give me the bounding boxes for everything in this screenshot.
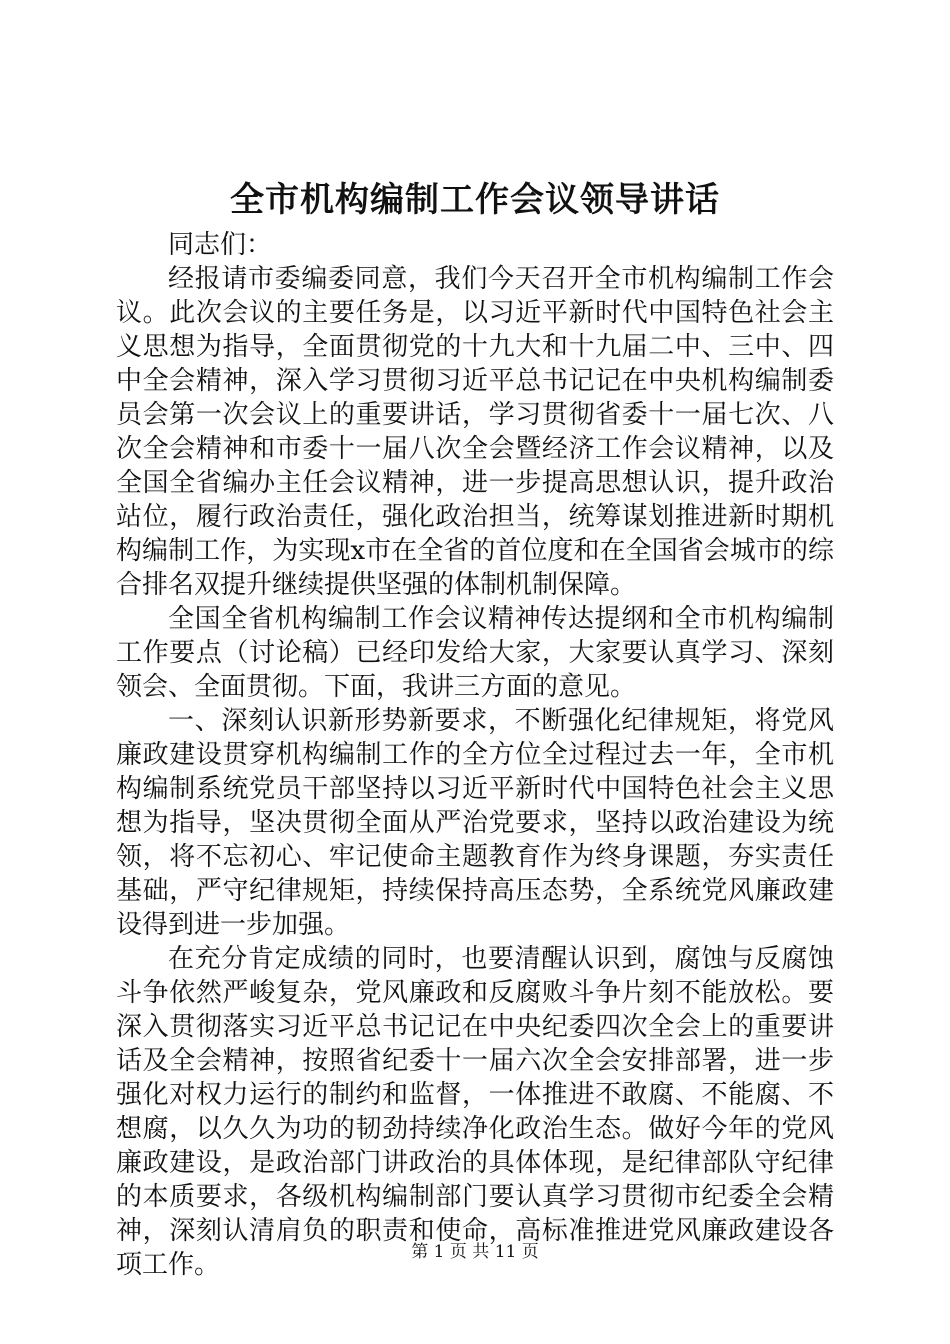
document-body xyxy=(116,228,834,1282)
body-paragraph: 经报请市委编委同意，我们今天召开全市机构编制工作会议。此次会议的主要任务是，以习近平新时代中国特色社会主义思想为指导，全面贯彻党的十九大和十九届二中、三中、四中全会精神，深入学习贯彻习近平总书记记在中央机构编制委员会第一次会议上的重要讲话，学习贯彻省委十一届七次、八次全会精神和市委十一届八次全会暨经济工作会议精神，以及全国全省编办主任会议精神，进一步提高思想认识，提升政治站位，履行政治责任，强化政治担当，统筹谋划推进新时期机构编制工作，为实现x市在全省的首位度和在全国省会城市的综合排名双提升继续提供坚强的体制机制保障。 xyxy=(116,264,834,600)
document-title: 全市机构编制工作会议领导讲话 xyxy=(230,180,720,220)
page-number-footer: 第 1 页 共 11 页 xyxy=(411,1242,539,1262)
salutation-paragraph: 同志们： xyxy=(168,230,273,260)
body-paragraph: 全国全省机构编制工作会议精神传达提纲和全市机构编制工作要点（讨论稿）已经印发给大家，大家要认真学习、深刻领会、全面贯彻。下面，我讲三方面的意见。 xyxy=(116,604,834,702)
body-paragraph: 在充分肯定成绩的同时，也要清醒认识到，腐蚀与反腐蚀斗争依然严峻复杂，党风廉政和反腐败斗争片刻不能放松。要深入贯彻落实习近平总书记记在中央纪委四次全会上的重要讲话及全会精神，按照省纪委十一届六次全会安排部署，进一步强化对权力运行的制约和监督，一体推进不敢腐、不能腐、不想腐，以久久为功的韧劲持续净化政治生态。做好今年的党风廉政建设，是政治部门讲政治的具体体现，是纪律部队守纪律的本质要求，各级机构编制部门要认真学习贯彻市纪委全会精神，深刻认清肩负的职责和使命，高标准推进党风廉政建设各项工作。 xyxy=(116,944,834,1280)
body-paragraph: 一、深刻认识新形势新要求，不断强化纪律规矩，将党风廉政建设贯穿机构编制工作的全方位全过程过去一年，全市机构编制系统党员干部坚持以习近平新时代中国特色社会主义思想为指导，坚决贯彻全面从严治党要求，坚持以政治建设为统领，将不忘初心、牢记使命主题教育作为终身课题，夯实责任基础，严守纪律规矩，持续保持高压态势，全系统党风廉政建设得到进一步加强。 xyxy=(116,706,834,940)
